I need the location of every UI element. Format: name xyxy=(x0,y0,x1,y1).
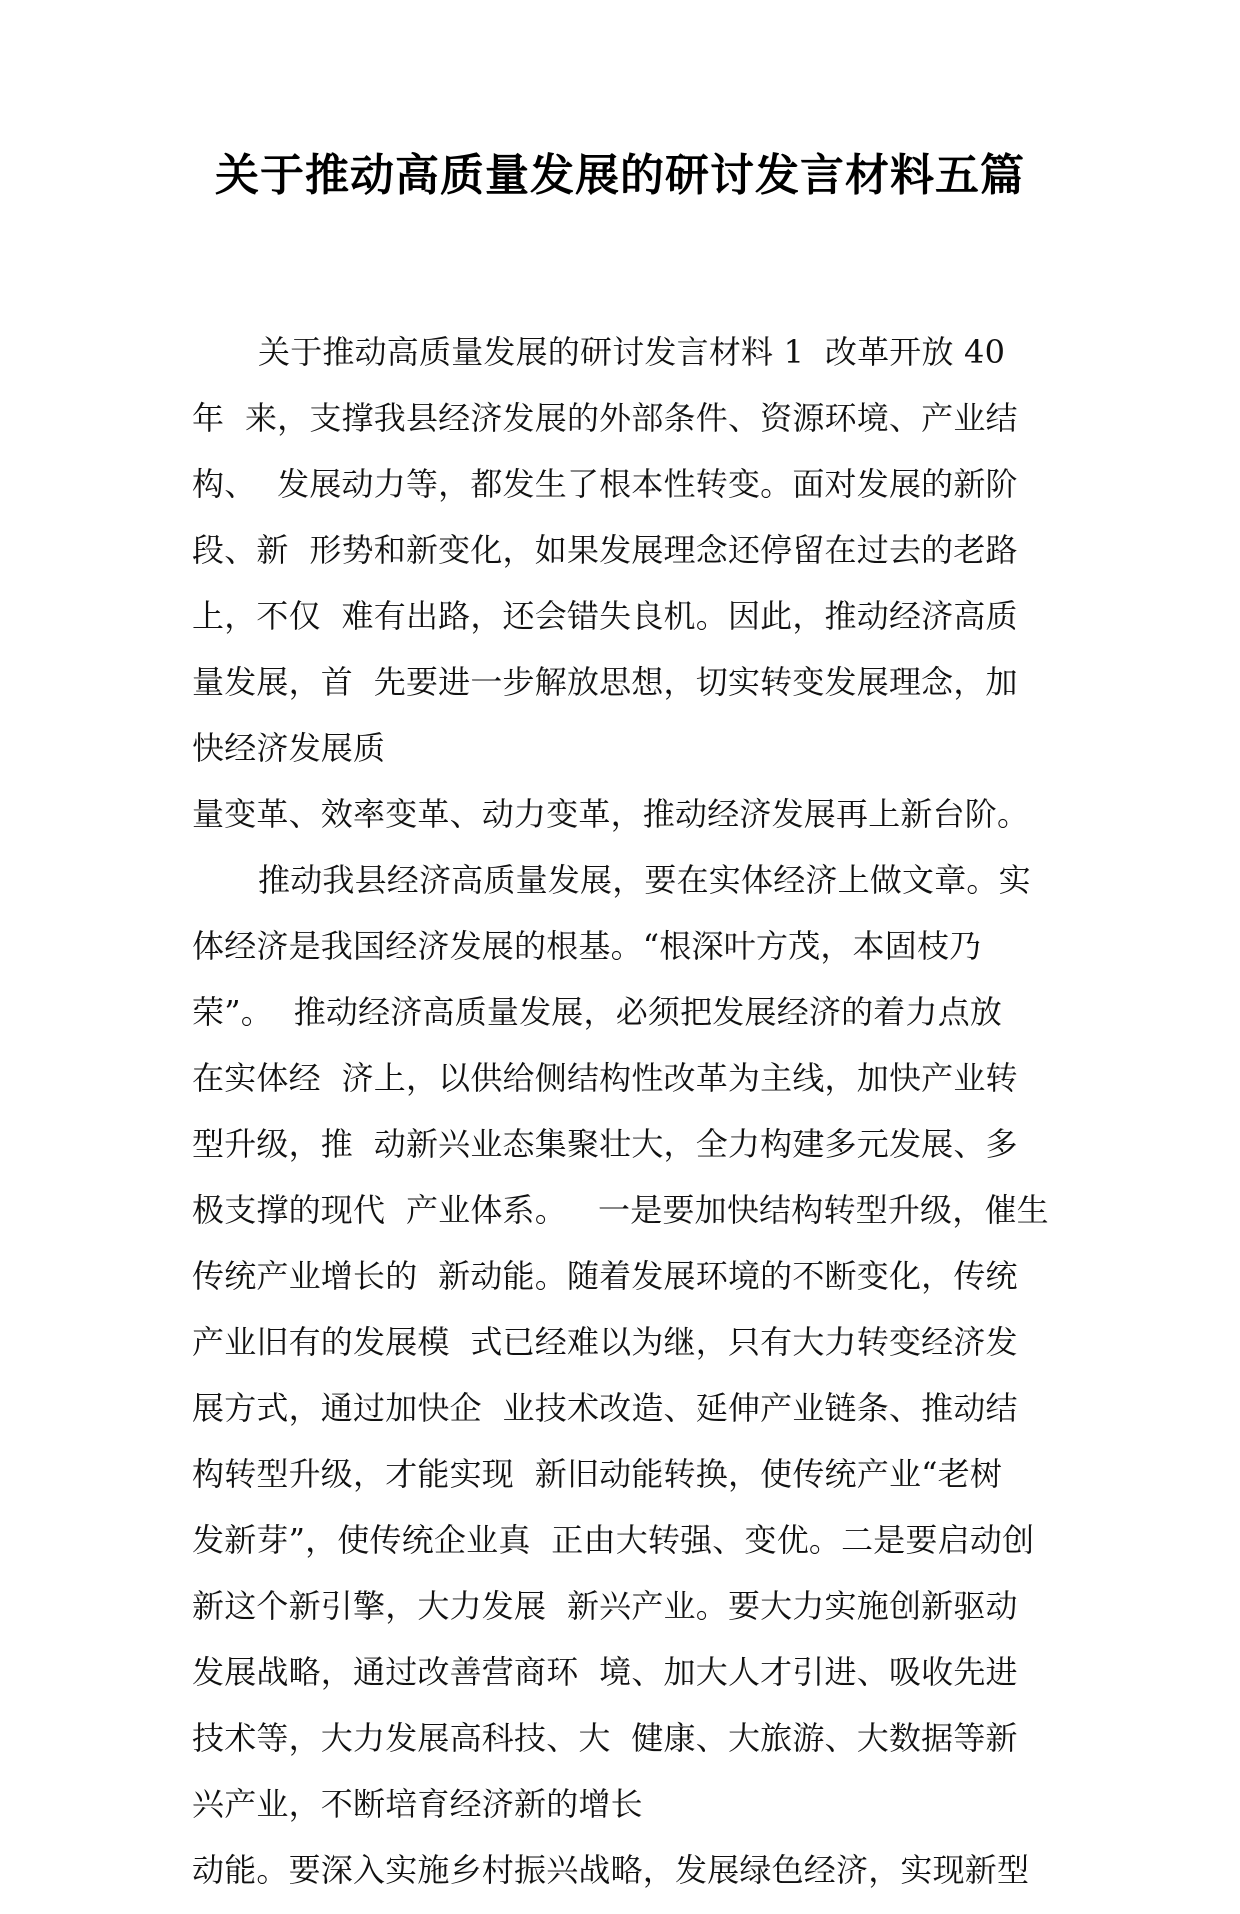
paragraph-line: 极支撑的现代 产业体系。 一是要加快结构转型升级，催生 xyxy=(192,1191,1049,1229)
paragraph-line: 关于推动高质量发展的研讨发言材料 1 改革开放 40 xyxy=(258,333,1006,371)
paragraph-line: 体经济是我国经济发展的根基。“根深叶方茂，本固枝乃 xyxy=(192,927,982,965)
paragraph-line: 构、 发展动力等，都发生了根本性转变。面对发展的新阶 xyxy=(192,465,1018,503)
paragraph-line: 上，不仅 难有出路，还会错失良机。因此，推动经济高质 xyxy=(192,597,1018,635)
paragraph-line: 推动我县经济高质量发展，要在实体经济上做文章。实 xyxy=(258,861,1031,899)
paragraph-line: 兴产业，不断培育经济新的增长 xyxy=(192,1785,643,1823)
paragraph-line: 产业旧有的发展模 式已经难以为继，只有大力转变经济发 xyxy=(192,1323,1018,1361)
paragraph-line: 传统产业增长的 新动能。随着发展环境的不断变化，传统 xyxy=(192,1257,1018,1295)
paragraph-line: 型升级，推 动新兴业态集聚壮大，全力构建多元发展、多 xyxy=(192,1125,1018,1163)
paragraph-line: 技术等，大力发展高科技、大 健康、大旅游、大数据等新 xyxy=(192,1719,1018,1757)
paragraph-line: 量发展，首 先要进一步解放思想，切实转变发展理念，加 xyxy=(192,663,1018,701)
paragraph-line: 发展战略，通过改善营商环 境、加大人才引进、吸收先进 xyxy=(192,1653,1018,1691)
paragraph-line: 年 来，支撑我县经济发展的外部条件、资源环境、产业结 xyxy=(192,399,1018,437)
paragraph-line: 新这个新引擎，大力发展 新兴产业。要大力实施创新驱动 xyxy=(192,1587,1018,1625)
paragraph-line: 发新芽”，使传统企业真 正由大转强、变优。二是要启动创 xyxy=(192,1521,1035,1559)
paragraph-line: 在实体经 济上，以供给侧结构性改革为主线，加快产业转 xyxy=(192,1059,1018,1097)
paragraph-line: 段、新 形势和新变化，如果发展理念还停留在过去的老路 xyxy=(192,531,1018,569)
paragraph-line: 展方式，通过加快企 业技术改造、延伸产业链条、推动结 xyxy=(192,1389,1018,1427)
paragraph-line: 动能。要深入实施乡村振兴战略，发展绿色经济，实现新型 xyxy=(192,1851,1030,1889)
paragraph-line: 量变革、效率变革、动力变革，推动经济发展再上新台阶。 xyxy=(192,795,1030,833)
paragraph-line: 构转型升级，才能实现 新旧动能转换，使传统产业“老树 xyxy=(192,1455,1003,1493)
paragraph-line: 快经济发展质 xyxy=(192,729,386,767)
document-body xyxy=(192,330,1072,1914)
document-title: 关于推动高质量发展的研讨发言材料五篇 xyxy=(215,150,1025,201)
paragraph-line: 荣”。 推动经济高质量发展，必须把发展经济的着力点放 xyxy=(192,993,1003,1031)
